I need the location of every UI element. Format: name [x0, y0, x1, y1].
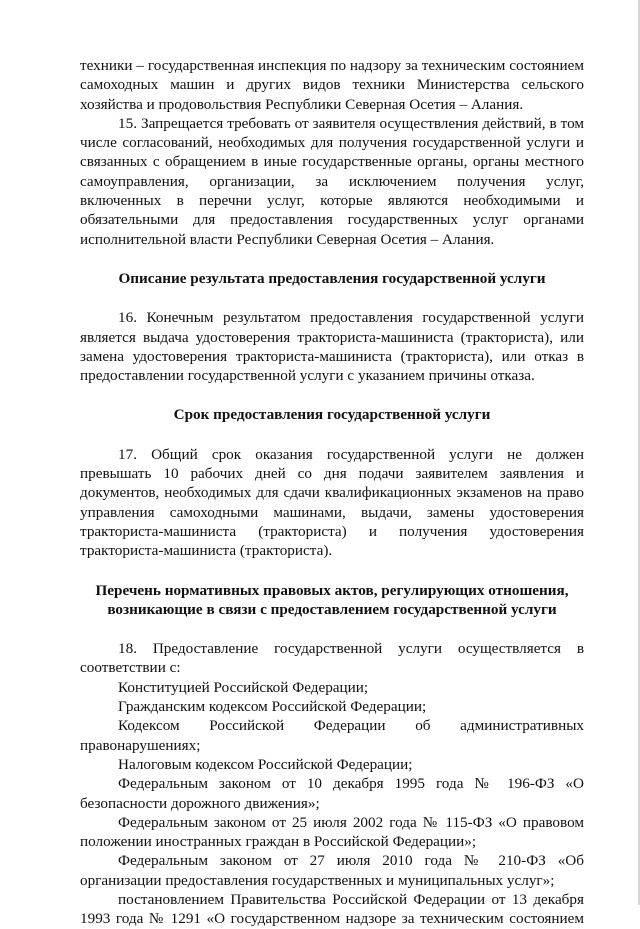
list-item: Кодексом Российской Федерации об административных правонарушениях; — [80, 717, 584, 754]
section-heading-result: Описание результата предоставления государственной услуги — [118, 269, 546, 287]
paragraph-16: 16. Конечным результатом предоставления государственной услуги является выдача удостоверения тракториста-машиниста (тракториста), или замена удостоверения тракториста-машиниста (тракториста), или отказ в предоставлении государственной услуги с указанием причины отказа. — [80, 309, 584, 385]
section-heading-acts-line-1: Перечень нормативных правовых актов, регулирующих отношения, — [95, 581, 569, 599]
paragraph-14-continuation: техники – государственная инспекция по надзору за техническим состоянием самоходных машин и других видов техники Министерства сельского хозяйства и продовольствия Республики Северная Осетия – Алания. — [80, 57, 584, 113]
list-item: Федеральным законом от 27 июля 2010 года № 210-ФЗ «Об организации предоставления государственных и муниципальных услуг»; — [80, 852, 584, 889]
list-item: Гражданским кодексом Российской Федерации; — [118, 698, 427, 716]
list-item: Федеральным законом от 25 июля 2002 года № 115-ФЗ «О правовом положении иностранных граждан в Российской Федерации»; — [80, 813, 584, 851]
section-heading-term: Срок предоставления государственной услуги — [173, 406, 491, 424]
paragraph-15: 15. Запрещается требовать от заявителя осуществления действий, в том числе согласований, необходимых для получения государственной услуги и связанных с обращением в иные государственные органы, органы местного самоуправления, организации, за исключением получения услуг, включенных в перечни услуг, которые являются необходимыми и обязательными для предоставления государственных услуг органами исполнительной власти Республики Северная Осетия – Алания. — [80, 114, 584, 248]
paragraph-17: 17. Общий срок оказания государственной услуги не должен превышать 10 рабочих дней со дня подачи заявителем заявления и документов, необходимых для сдачи квалификационных экзаменов на право управления самоходными машинами, выдачи, замены удостоверения тракториста-машиниста (тракториста) и получения удостоверения тракториста-машиниста (тракториста). — [80, 445, 584, 560]
list-item: Налоговым кодексом Российской Федерации; — [118, 755, 413, 773]
list-item: Федеральным законом от 10 декабря 1995 года № 196-ФЗ «О безопасности дорожного движения»; — [80, 775, 584, 812]
section-heading-acts-line-2: возникающие в связи с предоставлением государственной услуги — [107, 600, 557, 618]
list-item: постановлением Правительства Российской Федерации от 13 декабря 1993 года № 1291 «О государственном надзоре за техническим состоянием — [80, 890, 584, 928]
list-item: Конституцией Российской Федерации; — [118, 678, 369, 696]
paragraph-18: 18. Предоставление государственной услуги осуществляется в соответствии с: — [80, 640, 584, 677]
